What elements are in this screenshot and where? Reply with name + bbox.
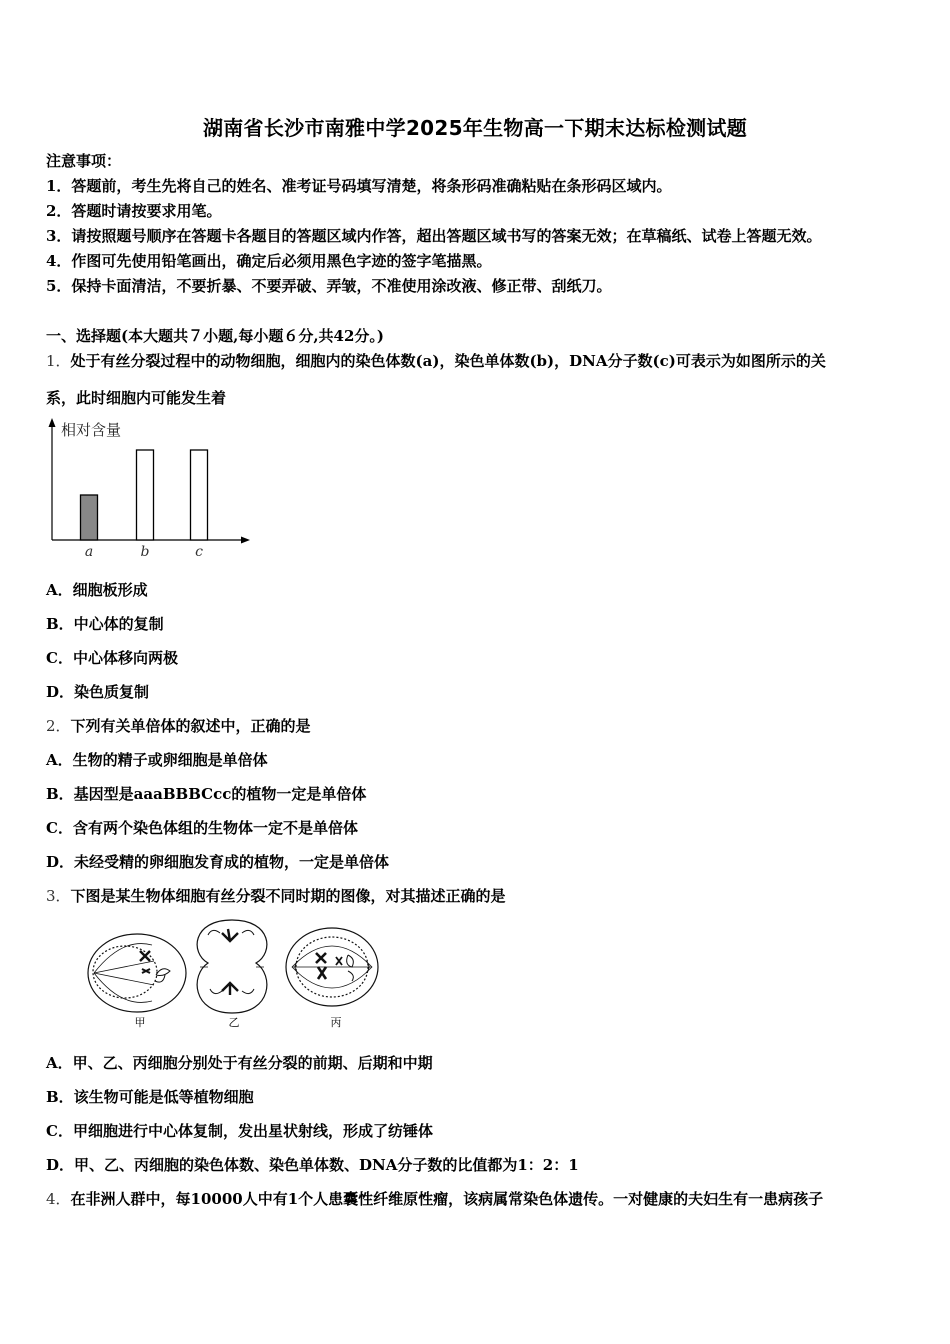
notice-item: 4．作图可先使用铅笔画出，确定后必须用黑色字迹的签字笔描黑。 bbox=[46, 252, 492, 270]
category-label-b: b bbox=[140, 544, 150, 560]
cell-jia bbox=[88, 934, 186, 1012]
cell-label: 丙 bbox=[330, 1016, 342, 1029]
bar-chart bbox=[44, 415, 264, 560]
question-text: 下图是某生物体细胞有丝分裂不同时期的图像，对其描述正确的是 bbox=[70, 887, 506, 905]
page-title: 湖南省长沙市南雅中学2025年生物高一下期末达标检测试题 bbox=[202, 116, 748, 140]
option: B．中心体的复制 bbox=[46, 615, 164, 633]
question-3 bbox=[46, 886, 506, 906]
cell-label: 甲 bbox=[134, 1016, 146, 1029]
option: D．未经受精的卵细胞发育成的植物，一定是单倍体 bbox=[46, 853, 390, 871]
question-text: 处于有丝分裂过程中的动物细胞，细胞内的染色体数(a)，染色单体数(b)，DNA分子数(c)可表示为如图所示的关 bbox=[70, 352, 826, 370]
option: C．中心体移向两极 bbox=[46, 649, 178, 667]
question-1 bbox=[46, 351, 826, 371]
cell-yi bbox=[197, 920, 267, 1013]
option: C．含有两个染色体组的生物体一定不是单倍体 bbox=[46, 819, 358, 837]
bar-b bbox=[137, 450, 154, 540]
option: D．染色质复制 bbox=[46, 683, 150, 701]
question-2 bbox=[46, 716, 311, 736]
question-1-continued: 系，此时细胞内可能发生着 bbox=[46, 389, 227, 407]
question-text: 在非洲人群中，每10000人中有1个人患囊性纤维原性瘤，该病属常染色体遗传。一对健康的夫妇生有一患病孩子 bbox=[70, 1190, 824, 1208]
x-axis-arrow bbox=[241, 537, 250, 544]
notice-heading: 注意事项： bbox=[46, 152, 122, 170]
option: A．生物的精子或卵细胞是单倍体 bbox=[46, 751, 268, 769]
category-label-a: a bbox=[84, 544, 94, 560]
option: B．基因型是aaaBBBCcc的植物一定是单倍体 bbox=[46, 785, 367, 803]
notice-item: 5．保持卡面清洁，不要折暴、不要弄破、弄皱，不准使用涂改液、修正带、刮纸刀。 bbox=[46, 277, 612, 295]
section-heading: 一、选择题(本大题共７小题,每小题６分,共42分。) bbox=[46, 327, 385, 345]
y-axis-label: 相对含量 bbox=[61, 421, 122, 439]
bar-c bbox=[191, 450, 208, 540]
question-text: 下列有关单倍体的叙述中，正确的是 bbox=[70, 717, 311, 735]
question-4 bbox=[46, 1189, 823, 1209]
option: A．甲、乙、丙细胞分别处于有丝分裂的前期、后期和中期 bbox=[46, 1054, 433, 1072]
y-axis-arrow bbox=[49, 418, 56, 427]
question-number: 3． bbox=[46, 887, 71, 905]
cell-bing bbox=[286, 928, 378, 1006]
question-number: 1． bbox=[46, 352, 71, 370]
option: C．甲细胞进行中心体复制，发出星状射线，形成了纺锤体 bbox=[46, 1122, 433, 1140]
cell-label: 乙 bbox=[228, 1016, 240, 1029]
option: A．细胞板形成 bbox=[46, 581, 148, 599]
notice-item: 3．请按照题号顺序在答题卡各题目的答题区域内作答，超出答题区域书写的答案无效；在草稿纸、试卷上答题无效。 bbox=[46, 227, 822, 245]
mitosis-cell-figure bbox=[82, 915, 387, 1033]
question-number: 2． bbox=[46, 717, 71, 735]
notice-item: 1．答题前，考生先将自己的姓名、准考证号码填写清楚，将条形码准确粘贴在条形码区域内。 bbox=[46, 177, 672, 195]
question-number: 4． bbox=[46, 1190, 71, 1208]
option: B．该生物可能是低等植物细胞 bbox=[46, 1088, 254, 1106]
category-label-c: c bbox=[195, 544, 203, 560]
notice-item: 2．答题时请按要求用笔。 bbox=[46, 202, 222, 220]
option: D．甲、乙、丙细胞的染色体数、染色单体数、DNA分子数的比值都为1：2：1 bbox=[46, 1156, 579, 1174]
bar-a bbox=[81, 495, 98, 540]
